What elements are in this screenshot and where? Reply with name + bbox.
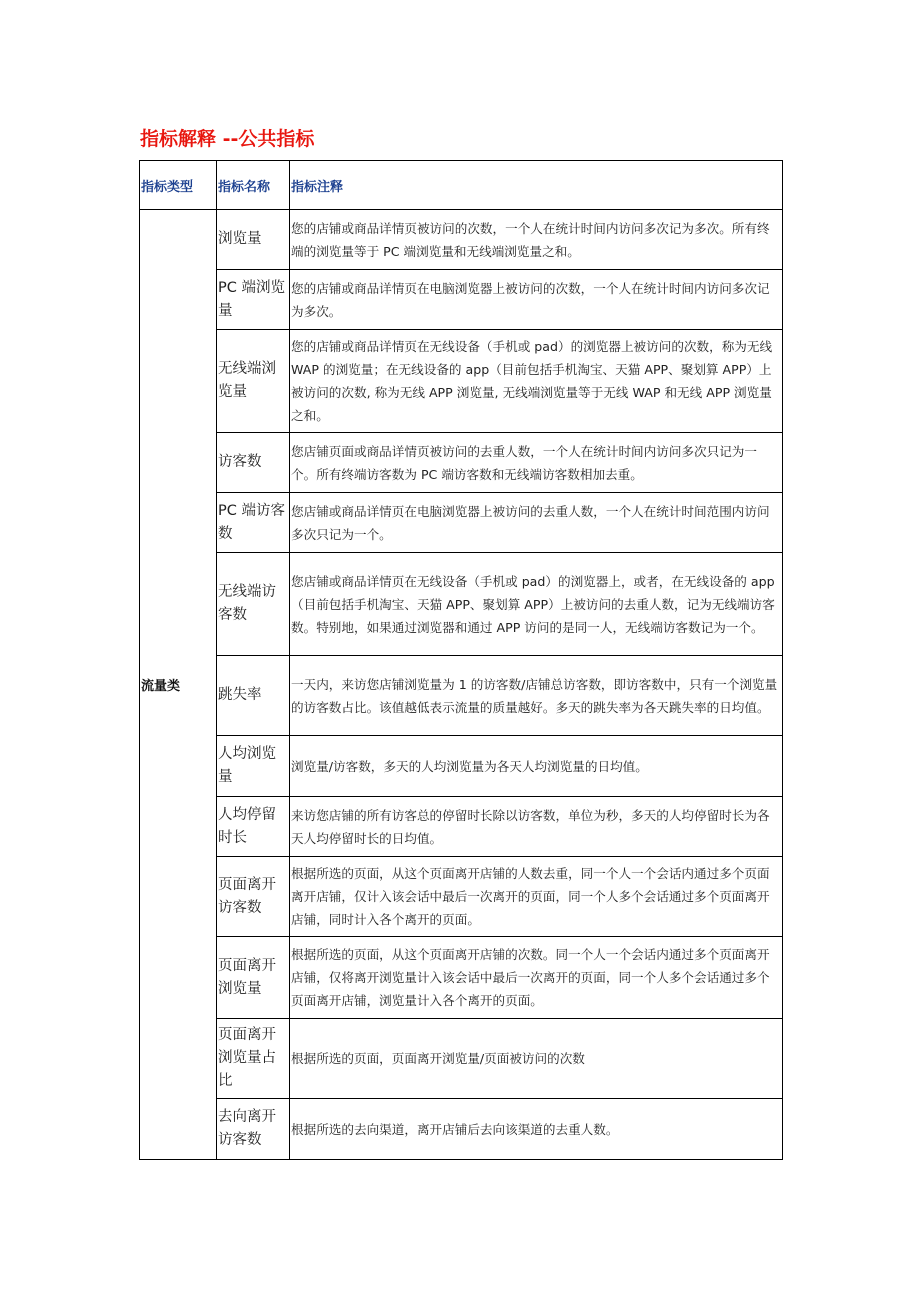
metric-note-cell: 您店铺页面或商品详情页被访问的去重人数，一个人在统计时间内访问多次只记为一个。所有终端访客数为 PC 端访客数和无线端访客数相加去重。 (290, 433, 783, 493)
header-metric-note: 指标注释 (290, 161, 783, 210)
table-row (140, 937, 783, 1019)
table-row (140, 493, 783, 553)
table-row (140, 1099, 783, 1160)
table-header-row (140, 161, 783, 210)
table-row (140, 210, 783, 270)
metric-name-cell: PC 端访客数 (217, 493, 290, 553)
category-cell: 流量类 (140, 210, 217, 1160)
table-row (140, 736, 783, 797)
metric-note-cell: 根据所选的页面，从这个页面离开店铺的人数去重，同一个人一个会话内通过多个页面离开店铺，仅计入该会话中最后一次离开的页面，同一个人多个会话通过多个页面离开店铺，同时计入各个离开的页面。 (290, 857, 783, 937)
metric-name-cell: 跳失率 (217, 656, 290, 736)
metric-note-cell: 您的店铺或商品详情页在无线设备（手机或 pad）的浏览器上被访问的次数，称为无线 WAP 的浏览量；在无线设备的 app（目前包括手机淘宝、天猫 APP、聚划算 APP）上被访问的次数, 称为无线 APP 浏览量, 无线端浏览量等于无线 WAP 和无线 APP 浏览量之和。 (290, 330, 783, 433)
table-row (140, 433, 783, 493)
metric-note-cell: 根据所选的页面，页面离开浏览量/页面被访问的次数 (290, 1019, 783, 1099)
metric-note-cell: 根据所选的去向渠道，离开店铺后去向该渠道的去重人数。 (290, 1099, 783, 1160)
metric-name-cell: 人均浏览量 (217, 736, 290, 797)
metric-note-cell: 您店铺或商品详情页在电脑浏览器上被访问的去重人数，一个人在统计时间范围内访问多次只记为一个。 (290, 493, 783, 553)
metric-note-cell: 浏览量/访客数，多天的人均浏览量为各天人均浏览量的日均值。 (290, 736, 783, 797)
page-title: 指标解释 --公共指标 (140, 128, 315, 150)
metric-name-cell: 无线端浏览量 (217, 330, 290, 433)
table-row (140, 1019, 783, 1099)
metric-note-cell: 来访您店铺的所有访客总的停留时长除以访客数，单位为秒，多天的人均停留时长为各天人均停留时长的日均值。 (290, 797, 783, 857)
metric-name-cell: 人均停留时长 (217, 797, 290, 857)
metric-name-cell: PC 端浏览量 (217, 270, 290, 330)
metric-note-cell: 您的店铺或商品详情页在电脑浏览器上被访问的次数，一个人在统计时间内访问多次记为多次。 (290, 270, 783, 330)
table-row (140, 330, 783, 433)
header-metric-type: 指标类型 (140, 161, 217, 210)
metric-name-cell: 访客数 (217, 433, 290, 493)
table-row (140, 656, 783, 736)
metric-note-cell: 一天内，来访您店铺浏览量为 1 的访客数/店铺总访客数，即访客数中，只有一个浏览量的访客数占比。该值越低表示流量的质量越好。多天的跳失率为各天跳失率的日均值。 (290, 656, 783, 736)
metric-name-cell: 浏览量 (217, 210, 290, 270)
metric-name-cell: 页面离开浏览量 (217, 937, 290, 1019)
header-metric-name: 指标名称 (217, 161, 290, 210)
metric-note-cell: 根据所选的页面，从这个页面离开店铺的次数。同一个人一个会话内通过多个页面离开店铺，仅将离开浏览量计入该会话中最后一次离开的页面，同一个人多个会话通过多个页面离开店铺，浏览量计入各个离开的页面。 (290, 937, 783, 1019)
table-row (140, 270, 783, 330)
metrics-table (139, 160, 783, 1160)
table-row (140, 857, 783, 937)
metric-name-cell: 去向离开访客数 (217, 1099, 290, 1160)
metric-note-cell: 您店铺或商品详情页在无线设备（手机或 pad）的浏览器上，或者，在无线设备的 app（目前包括手机淘宝、天猫 APP、聚划算 APP）上被访问的去重人数，记为无线端访客数。特别地，如果通过浏览器和通过 APP 访问的是同一人，无线端访客数记为一个。 (290, 553, 783, 656)
metric-note-cell: 您的店铺或商品详情页被访问的次数，一个人在统计时间内访问多次记为多次。所有终端的浏览量等于 PC 端浏览量和无线端浏览量之和。 (290, 210, 783, 270)
metric-name-cell: 无线端访客数 (217, 553, 290, 656)
metric-name-cell: 页面离开浏览量占比 (217, 1019, 290, 1099)
table-row (140, 553, 783, 656)
table-row (140, 797, 783, 857)
metric-name-cell: 页面离开访客数 (217, 857, 290, 937)
